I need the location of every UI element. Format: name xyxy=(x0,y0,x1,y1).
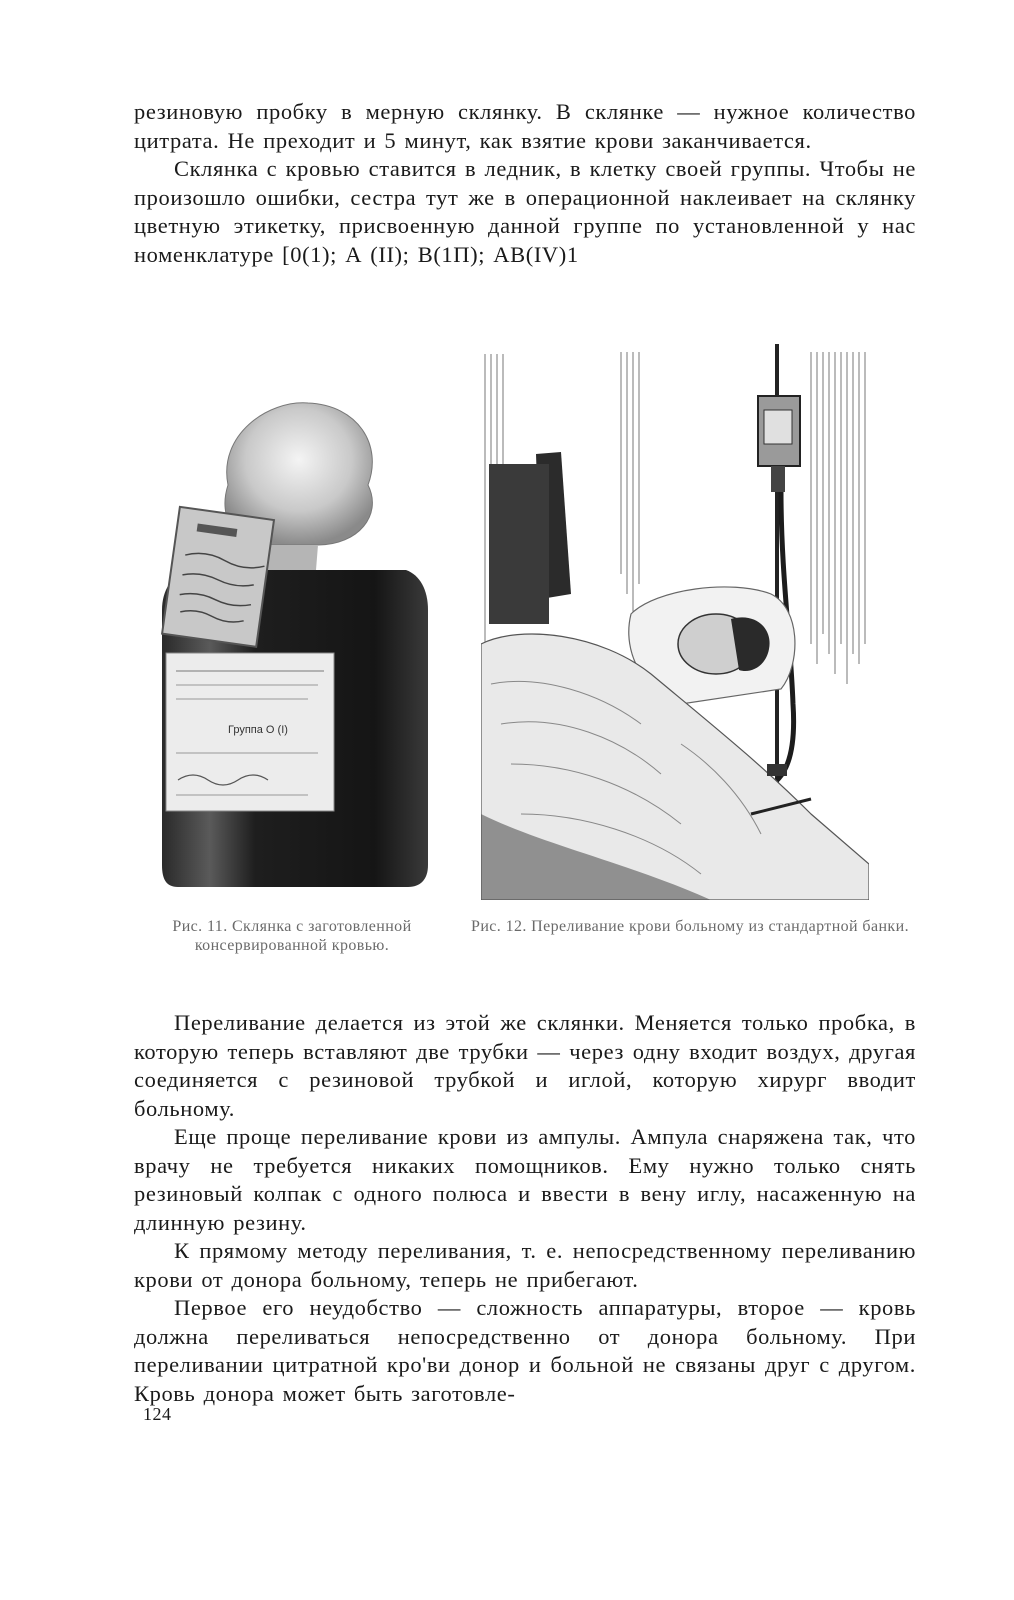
figure-11-caption: Рис. 11. Склянка с заготовленной консервированной кровью. xyxy=(172,918,412,954)
transfusion-illustration xyxy=(481,344,869,900)
page-number: 124 xyxy=(143,1404,172,1424)
paragraph-continuation: резиновую пробку в мерную склянку. В склянке — нужное количество цитрата. Не преходит и 5 минут, как взятие крови заканчивается. xyxy=(134,99,916,153)
paragraph-drawbacks: Первое его неудобство — сложность аппаратуры, второе — кровь должна переливаться непосредственно от донора больному. При переливании цитратной кро'ви донор и больной не связаны друг с другом. Кровь донора может быть заготовле- xyxy=(134,1295,916,1406)
paragraph-direct-method: К прямому методу переливания, т. е. непосредственному переливанию крови от донора больному, теперь не прибегают. xyxy=(134,1238,916,1292)
bottom-text-block xyxy=(134,1009,916,1408)
figure-transfusion-scene xyxy=(481,344,869,900)
paragraph-transfusion-bottle: Переливание делается из этой же склянки. Меняется только пробка, в которую теперь вставляют две трубки — через одну входит воздух, другая соединяется с резиновой трубкой и иглой, которую хирург вводит больному. xyxy=(134,1010,916,1121)
paragraph-ampoule: Еще проще переливание крови из ампулы. Ампула снаряжена так, что врачу не требуется никаких помощников. Ему нужно только снять резиновый колпак с одного полюса и ввести в вену иглу, насаженную на длинную резину. xyxy=(134,1124,916,1235)
figure-blood-bottle xyxy=(158,395,438,893)
paragraph-storage: Склянка с кровью ставится в ледник, в клетку своей группы. Чтобы не произошло ошибки, сестра тут же в операционной наклеивает на склянку цветную этикетку, присвоенную данной группе по установленной у нас номенклатуре [0(1); А (II); В(1П); АВ(IV)1 xyxy=(134,156,916,267)
top-text-block xyxy=(134,98,916,269)
figure-12-caption: Рис. 12. Переливание крови больному из стандартной банки. xyxy=(471,918,909,935)
bottle-label-text: Группа О (I) xyxy=(228,724,288,736)
blood-bottle-illustration xyxy=(158,395,438,893)
